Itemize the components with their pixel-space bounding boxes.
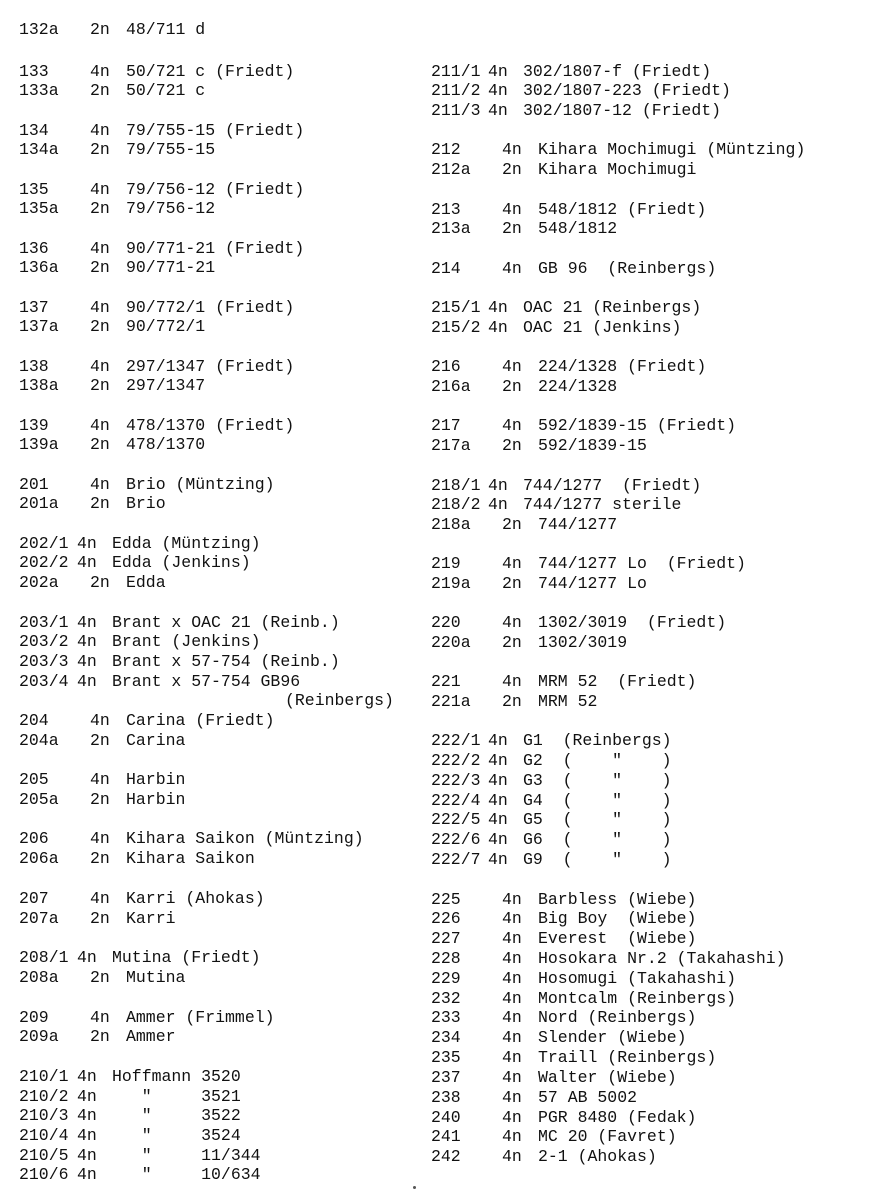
entry-number: 209a — [19, 1027, 59, 1046]
entry-ploidy: 4n — [90, 121, 110, 140]
entry-number: 222/2 — [431, 751, 481, 770]
entry-number: 241 — [431, 1127, 461, 1146]
entry-ploidy: 2n — [90, 573, 110, 592]
entry-number: 218a — [431, 515, 471, 534]
entry-description: 50/721 c (Friedt) — [126, 62, 295, 81]
entry-description: Harbin — [126, 790, 186, 809]
entry-description: Edda (Jenkins) — [112, 553, 251, 572]
entry-description: MRM 52 — [538, 692, 598, 711]
entry-ploidy: 2n — [90, 909, 110, 928]
entry-number: 235 — [431, 1048, 461, 1067]
entry-ploidy: 2n — [502, 377, 522, 396]
entry-description: Ammer (Frimmel) — [126, 1008, 275, 1027]
entry-ploidy: 2n — [90, 376, 110, 395]
entry-description: 302/1807-12 (Friedt) — [523, 101, 722, 120]
entry-ploidy: 4n — [77, 1165, 97, 1184]
entry-number: 137 — [19, 298, 49, 317]
entry-ploidy: 2n — [90, 731, 110, 750]
entry-description: Traill (Reinbergs) — [538, 1048, 717, 1067]
entry-number: 201a — [19, 494, 59, 513]
entry-number: 207 — [19, 889, 49, 908]
entry-number: 229 — [431, 969, 461, 988]
entry-description: 224/1328 — [538, 377, 618, 396]
entry-number: 204a — [19, 731, 59, 750]
entry-ploidy: 4n — [90, 416, 110, 435]
entry-number: 211/2 — [431, 81, 481, 100]
entry-number: 210/4 — [19, 1126, 69, 1145]
entry-description: 1302/3019 — [538, 633, 628, 652]
entry-description: Hosomugi (Takahashi) — [538, 969, 737, 988]
entry-ploidy: 4n — [488, 318, 508, 337]
entry-number: 215/1 — [431, 298, 481, 317]
entry-ploidy: 2n — [90, 199, 110, 218]
entry-description: G3 ( " ) — [523, 771, 672, 790]
entry-number: 134 — [19, 121, 49, 140]
entry-description: Carina — [126, 731, 186, 750]
entry-ploidy: 4n — [502, 1028, 522, 1047]
entry-ploidy: 4n — [90, 711, 110, 730]
entry-ploidy: 4n — [502, 140, 522, 159]
entry-description: G2 ( " ) — [523, 751, 672, 770]
entry-number: 133 — [19, 62, 49, 81]
entry-description: MRM 52 (Friedt) — [538, 672, 697, 691]
entry-ploidy: 4n — [90, 62, 110, 81]
entry-number: 201 — [19, 475, 49, 494]
entry-description: Slender (Wiebe) — [538, 1028, 687, 1047]
entry-number: 209 — [19, 1008, 49, 1027]
entry-number: 215/2 — [431, 318, 481, 337]
entry-description: G1 (Reinbergs) — [523, 731, 672, 750]
entry-description: 1302/3019 (Friedt) — [538, 613, 727, 632]
entry-number: 204 — [19, 711, 49, 730]
entry-ploidy: 4n — [502, 890, 522, 909]
entry-ploidy: 4n — [488, 476, 508, 495]
entry-ploidy: 4n — [488, 830, 508, 849]
entry-ploidy: 4n — [90, 298, 110, 317]
entry-number: 222/1 — [431, 731, 481, 750]
entry-ploidy: 4n — [502, 949, 522, 968]
entry-ploidy: 4n — [502, 1068, 522, 1087]
entry-ploidy: 4n — [502, 989, 522, 1008]
entry-description: Brant x 57-754 GB96 — [112, 672, 301, 691]
entry-ploidy: 2n — [502, 515, 522, 534]
entry-ploidy: 4n — [502, 259, 522, 278]
entry-ploidy: 4n — [488, 731, 508, 750]
entry-description: 48/711 d — [126, 20, 206, 39]
entry-description: 548/1812 (Friedt) — [538, 200, 707, 219]
entry-number: 138a — [19, 376, 59, 395]
entry-ploidy: 4n — [77, 534, 97, 553]
entry-ploidy: 4n — [90, 829, 110, 848]
entry-ploidy: 2n — [90, 258, 110, 277]
entry-description: Karri — [126, 909, 176, 928]
entry-description: Walter (Wiebe) — [538, 1068, 677, 1087]
entry-description: 478/1370 (Friedt) — [126, 416, 295, 435]
entry-number: 242 — [431, 1147, 461, 1166]
entry-ploidy: 2n — [502, 160, 522, 179]
entry-number: 214 — [431, 259, 461, 278]
entry-description: 90/772/1 — [126, 317, 206, 336]
entry-ploidy: 2n — [502, 436, 522, 455]
entry-description: Barbless (Wiebe) — [538, 890, 697, 909]
entry-description: 744/1277 Lo — [538, 574, 647, 593]
entry-description: 302/1807-f (Friedt) — [523, 62, 712, 81]
entry-number: 136a — [19, 258, 59, 277]
entry-description: Karri (Ahokas) — [126, 889, 265, 908]
entry-number: 219a — [431, 574, 471, 593]
entry-ploidy: 4n — [90, 357, 110, 376]
entry-number: 216 — [431, 357, 461, 376]
entry-ploidy: 4n — [502, 554, 522, 573]
entry-number: 211/1 — [431, 62, 481, 81]
entry-description: " 3524 — [112, 1126, 241, 1145]
entry-ploidy: 4n — [77, 652, 97, 671]
entry-number: 216a — [431, 377, 471, 396]
entry-ploidy: 4n — [502, 613, 522, 632]
entry-description: Edda — [126, 573, 166, 592]
entry-ploidy: 2n — [90, 435, 110, 454]
entry-ploidy: 2n — [502, 574, 522, 593]
entry-description: 297/1347 (Friedt) — [126, 357, 295, 376]
entry-number: 221 — [431, 672, 461, 691]
entry-description: 224/1328 (Friedt) — [538, 357, 707, 376]
entry-number: 210/3 — [19, 1106, 69, 1125]
entry-ploidy: 4n — [77, 1106, 97, 1125]
entry-ploidy: 4n — [502, 929, 522, 948]
entry-ploidy: 2n — [502, 219, 522, 238]
entry-ploidy: 4n — [77, 948, 97, 967]
entry-ploidy: 4n — [502, 1108, 522, 1127]
entry-number: 202a — [19, 573, 59, 592]
entry-number: 139 — [19, 416, 49, 435]
entry-description: Ammer — [126, 1027, 176, 1046]
entry-ploidy: 4n — [77, 632, 97, 651]
entry-number: 202/1 — [19, 534, 69, 553]
entry-ploidy: 4n — [502, 1048, 522, 1067]
entry-ploidy: 2n — [90, 140, 110, 159]
entry-number: 137a — [19, 317, 59, 336]
entry-number: 210/6 — [19, 1165, 69, 1184]
entry-ploidy: 4n — [502, 1008, 522, 1027]
entry-number: 210/1 — [19, 1067, 69, 1086]
entry-number: 213a — [431, 219, 471, 238]
entry-ploidy: 4n — [77, 1146, 97, 1165]
entry-description: Brio (Müntzing) — [126, 475, 275, 494]
entry-ploidy: 2n — [90, 1027, 110, 1046]
entry-number: 227 — [431, 929, 461, 948]
entry-ploidy: 4n — [502, 200, 522, 219]
entry-number: 203/1 — [19, 613, 69, 632]
entry-number: 232 — [431, 989, 461, 1008]
entry-number: 205 — [19, 770, 49, 789]
entry-ploidy: 4n — [488, 62, 508, 81]
entry-number: 212a — [431, 160, 471, 179]
entry-ploidy: 4n — [90, 475, 110, 494]
entry-number: 132a — [19, 20, 59, 39]
entry-ploidy: 2n — [90, 20, 110, 39]
entry-description: 297/1347 — [126, 376, 206, 395]
entry-number: 220a — [431, 633, 471, 652]
entry-number: 237 — [431, 1068, 461, 1087]
entry-number: 134a — [19, 140, 59, 159]
entry-description: 90/772/1 (Friedt) — [126, 298, 295, 317]
entry-number: 222/5 — [431, 810, 481, 829]
entry-ploidy: 4n — [488, 791, 508, 810]
entry-ploidy: 4n — [488, 771, 508, 790]
entry-number: 210/5 — [19, 1146, 69, 1165]
entry-description: " 11/344 — [112, 1146, 261, 1165]
entry-number: 133a — [19, 81, 59, 100]
entry-ploidy: 2n — [90, 317, 110, 336]
entry-description: 79/755-15 — [126, 140, 216, 159]
entry-ploidy: 4n — [502, 1127, 522, 1146]
entry-number: 212 — [431, 140, 461, 159]
entry-ploidy: 2n — [90, 849, 110, 868]
entry-number: 218/2 — [431, 495, 481, 514]
entry-ploidy: 4n — [77, 1126, 97, 1145]
entry-description: 302/1807-223 (Friedt) — [523, 81, 731, 100]
entry-description: 57 AB 5002 — [538, 1088, 638, 1107]
entry-description: G4 ( " ) — [523, 791, 672, 810]
entry-description: Nord (Reinbergs) — [538, 1008, 697, 1027]
entry-description: " 3521 — [112, 1087, 241, 1106]
entry-description: Hosokara Nr.2 (Takahashi) — [538, 949, 786, 968]
entry-ploidy: 2n — [502, 633, 522, 652]
entry-number: 203/3 — [19, 652, 69, 671]
entry-description: 2-1 (Ahokas) — [538, 1147, 657, 1166]
entry-ploidy: 4n — [502, 909, 522, 928]
entry-description: Kihara Saikon (Müntzing) — [126, 829, 364, 848]
entry-description: 90/771-21 — [126, 258, 216, 277]
entry-number: 228 — [431, 949, 461, 968]
entry-number: 207a — [19, 909, 59, 928]
entry-number: 138 — [19, 357, 49, 376]
entry-number: 221a — [431, 692, 471, 711]
entry-number: 217a — [431, 436, 471, 455]
entry-description: 744/1277 sterile — [523, 495, 682, 514]
entry-description: PGR 8480 (Fedak) — [538, 1108, 697, 1127]
entry-description: Kihara Mochimugi — [538, 160, 697, 179]
entry-description: 79/755-15 (Friedt) — [126, 121, 305, 140]
entry-number: 135a — [19, 199, 59, 218]
entry-description: Mutina — [126, 968, 186, 987]
entry-description: Brant x OAC 21 (Reinb.) — [112, 613, 340, 632]
entry-ploidy: 4n — [90, 889, 110, 908]
entry-ploidy: 2n — [502, 692, 522, 711]
entry-number: 203/2 — [19, 632, 69, 651]
entry-description: " 10/634 — [112, 1165, 261, 1184]
entry-description: G5 ( " ) — [523, 810, 672, 829]
entry-ploidy: 4n — [77, 553, 97, 572]
entry-ploidy: 4n — [502, 357, 522, 376]
entry-number: 222/3 — [431, 771, 481, 790]
entry-number: 139a — [19, 435, 59, 454]
entry-ploidy: 4n — [77, 672, 97, 691]
entry-number: 205a — [19, 790, 59, 809]
entry-ploidy: 4n — [488, 850, 508, 869]
entry-number: 226 — [431, 909, 461, 928]
entry-ploidy: 4n — [488, 751, 508, 770]
entry-description: OAC 21 (Jenkins) — [523, 318, 682, 337]
entry-number: 210/2 — [19, 1087, 69, 1106]
entry-description: 744/1277 — [538, 515, 618, 534]
entry-description: Edda (Müntzing) — [112, 534, 261, 553]
entry-number: 225 — [431, 890, 461, 909]
entry-description: 79/756-12 — [126, 199, 216, 218]
entry-number: 238 — [431, 1088, 461, 1107]
entry-ploidy: 4n — [90, 239, 110, 258]
entry-description: Mutina (Friedt) — [112, 948, 261, 967]
entry-number: 220 — [431, 613, 461, 632]
entry-number: 222/4 — [431, 791, 481, 810]
entry-description: 592/1839-15 — [538, 436, 647, 455]
entry-description: Harbin — [126, 770, 186, 789]
entry-number: 217 — [431, 416, 461, 435]
entry-ploidy: 4n — [488, 298, 508, 317]
entry-number: 234 — [431, 1028, 461, 1047]
entry-description: Hoffmann 3520 — [112, 1067, 241, 1086]
entry-number: 206 — [19, 829, 49, 848]
entry-ploidy: 4n — [502, 672, 522, 691]
entry-description: 79/756-12 (Friedt) — [126, 180, 305, 199]
entry-number: 208a — [19, 968, 59, 987]
entry-description: 548/1812 — [538, 219, 618, 238]
entry-description: (Reinbergs) — [285, 691, 394, 710]
entry-description: GB 96 (Reinbergs) — [538, 259, 717, 278]
entry-number: 206a — [19, 849, 59, 868]
entry-description: 592/1839-15 (Friedt) — [538, 416, 737, 435]
entry-number: 222/7 — [431, 850, 481, 869]
entry-description: Everest (Wiebe) — [538, 929, 697, 948]
entry-ploidy: 4n — [502, 1088, 522, 1107]
entry-ploidy: 2n — [90, 81, 110, 100]
entry-description: Brant x 57-754 (Reinb.) — [112, 652, 340, 671]
entry-description: Brant (Jenkins) — [112, 632, 261, 651]
entry-number: 240 — [431, 1108, 461, 1127]
entry-description: 744/1277 Lo (Friedt) — [538, 554, 746, 573]
entry-description: Kihara Saikon — [126, 849, 255, 868]
entry-description: Carina (Friedt) — [126, 711, 275, 730]
entry-description: Brio — [126, 494, 166, 513]
entry-description: MC 20 (Favret) — [538, 1127, 677, 1146]
entry-number: 219 — [431, 554, 461, 573]
entry-ploidy: 4n — [90, 1008, 110, 1027]
entry-number: 211/3 — [431, 101, 481, 120]
entry-ploidy: 4n — [502, 416, 522, 435]
entry-number: 202/2 — [19, 553, 69, 572]
entry-ploidy: 4n — [90, 770, 110, 789]
entry-ploidy: 4n — [488, 810, 508, 829]
entry-ploidy: 4n — [77, 1067, 97, 1086]
entry-ploidy: 4n — [77, 1087, 97, 1106]
entry-number: 222/6 — [431, 830, 481, 849]
entry-description: " 3522 — [112, 1106, 241, 1125]
entry-ploidy: 4n — [77, 613, 97, 632]
entry-description: G9 ( " ) — [523, 850, 672, 869]
entry-description: OAC 21 (Reinbergs) — [523, 298, 702, 317]
entry-description: 478/1370 — [126, 435, 206, 454]
entry-description: 90/771-21 (Friedt) — [126, 239, 305, 258]
entry-ploidy: 4n — [488, 495, 508, 514]
entry-description: Montcalm (Reinbergs) — [538, 989, 737, 1008]
entry-ploidy: 2n — [90, 494, 110, 513]
entry-ploidy: 4n — [488, 81, 508, 100]
entry-ploidy: 2n — [90, 790, 110, 809]
entry-number: 233 — [431, 1008, 461, 1027]
entry-number: 135 — [19, 180, 49, 199]
entry-description: 50/721 c — [126, 81, 206, 100]
entry-ploidy: 4n — [502, 969, 522, 988]
entry-description: 744/1277 (Friedt) — [523, 476, 702, 495]
entry-description: Big Boy (Wiebe) — [538, 909, 697, 928]
entry-number: 218/1 — [431, 476, 481, 495]
entry-ploidy: 4n — [90, 180, 110, 199]
stray-mark — [413, 1186, 416, 1189]
entry-description: G6 ( " ) — [523, 830, 672, 849]
entry-description: Kihara Mochimugi (Müntzing) — [538, 140, 806, 159]
entry-ploidy: 2n — [90, 968, 110, 987]
entry-ploidy: 4n — [502, 1147, 522, 1166]
entry-number: 213 — [431, 200, 461, 219]
entry-number: 136 — [19, 239, 49, 258]
entry-number: 203/4 — [19, 672, 69, 691]
entry-ploidy: 4n — [488, 101, 508, 120]
entry-number: 208/1 — [19, 948, 69, 967]
